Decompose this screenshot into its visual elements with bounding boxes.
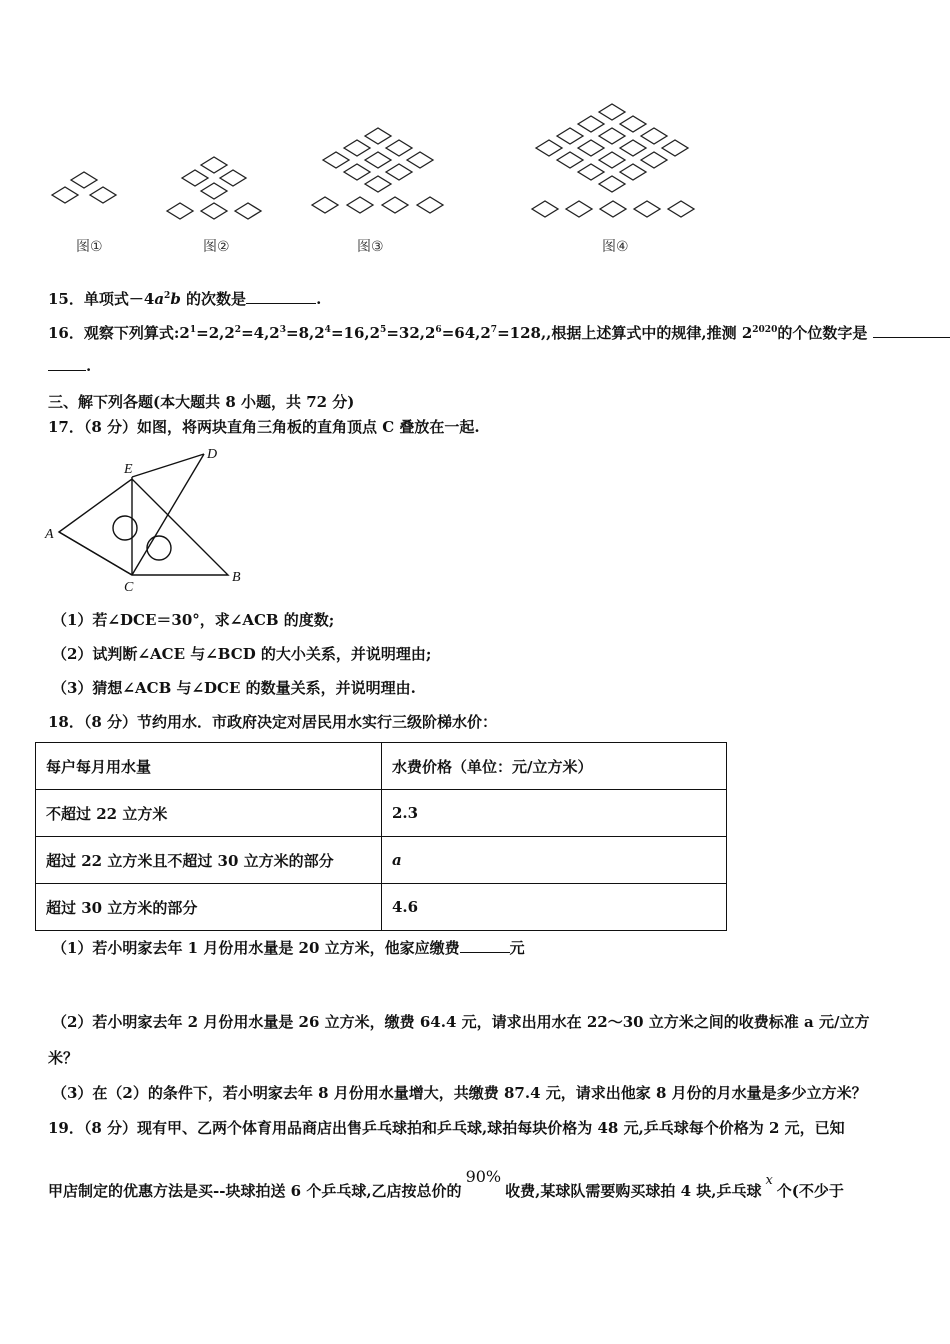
question-17-part-1: （1）若∠DCE＝30°，求∠ACB 的度数; (52, 611, 335, 629)
answer-blank[interactable] (460, 938, 510, 953)
rhombus-pattern-figures (0, 95, 950, 230)
section-3-title: 三、解下列各题(本大题共 8 小题，共 72 分) (48, 393, 355, 411)
table-cell: a (382, 837, 727, 884)
table-header-cell: 水费价格（单位：元/立方米） (382, 743, 727, 790)
table-row (36, 837, 727, 884)
point-label-b: B (232, 570, 241, 585)
table-cell: 超过 30 立方米的部分 (36, 884, 382, 931)
question-16: 16．观察下列算式$:2^1=2,2^2=4,2^3=8,2^4=16,2^5=32,2^6=64,2^7=128$,,根据上述算式中的规律,推测 $2^{2020}$的个位数字是 (48, 320, 950, 343)
answer-blank-continued[interactable] (48, 356, 86, 371)
question-16-continued: . (48, 356, 91, 376)
point-label-a: A (45, 527, 54, 542)
table-header-cell: 每户每月用水量 (36, 743, 382, 790)
table-cell: 超过 22 立方米且不超过 30 立方米的部分 (36, 837, 382, 884)
question-17-part-3: （3）猜想∠ACB 与∠DCE 的数量关系，并说明理由. (52, 679, 416, 697)
figure-1-caption: 图① (76, 239, 103, 255)
table-cell: 2.3 (382, 790, 727, 837)
question-18-part-2: （2）若小明家去年 2 月份用水量是 26 立方米，缴费 64.4 元，请求出用水在 22～30 立方米之间的收费标准 a 元/立方 (52, 1013, 870, 1031)
question-17-part-2: （2）试判断∠ACE 与∠BCD 的大小关系，并说明理由; (52, 645, 432, 663)
point-label-e: E (124, 462, 133, 477)
table-row (36, 790, 727, 837)
point-label-c: C (124, 580, 134, 595)
table-row (36, 884, 727, 931)
question-19-line-1: 19．（8 分）现有甲、乙两个体育用品商店出售乒乓球拍和乒乓球,球拍每块价格为 48 元,乒乓球每个价格为 2 元，已知 (48, 1119, 845, 1137)
figure-2-pattern (167, 157, 261, 219)
table-cell: 4.6 (382, 884, 727, 931)
table-header-row (36, 743, 727, 790)
point-label-d: D (207, 447, 218, 462)
table-cell: 不超过 22 立方米 (36, 790, 382, 837)
figure-2-caption: 图② (203, 239, 230, 255)
question-19-line-2: 甲店制定的优惠方法是买--块球拍送 6 个乒乓球,乙店按总价的90%收费,某球队需要购买球拍 4 块,乒乓球x个(不少于 (48, 1167, 844, 1200)
water-price-table (35, 742, 727, 931)
question-18-part-1: （1）若小明家去年 1 月份用水量是 20 立方米，他家应缴费 元 (52, 939, 525, 957)
question-18-part-2-continued: 米？ (48, 1049, 79, 1067)
answer-blank[interactable] (873, 323, 950, 338)
answer-blank[interactable] (246, 289, 316, 304)
question-18-header: 18．（8 分）节约用水．市政府决定对居民用水实行三级阶梯水价： (48, 713, 498, 731)
figure-4-caption: 图④ (602, 239, 629, 255)
figure-3-caption: 图③ (357, 239, 384, 255)
figure-3-pattern (312, 128, 443, 213)
triangle-figure (40, 440, 260, 600)
question-15: 15．单项式$-4a^2b$ 的次数是 . (48, 290, 322, 308)
figure-4-pattern (532, 104, 694, 217)
figure-1-pattern (52, 172, 116, 203)
question-17-header: 17．（8 分）如图，将两块直角三角板的直角顶点 C 叠放在一起. (48, 418, 480, 436)
question-18-part-3: （3）在（2）的条件下，若小明家去年 8 月份用水量增大，共缴费 87.4 元，请求出他家 8 月份的月水量是多少立方米？ (52, 1084, 867, 1102)
